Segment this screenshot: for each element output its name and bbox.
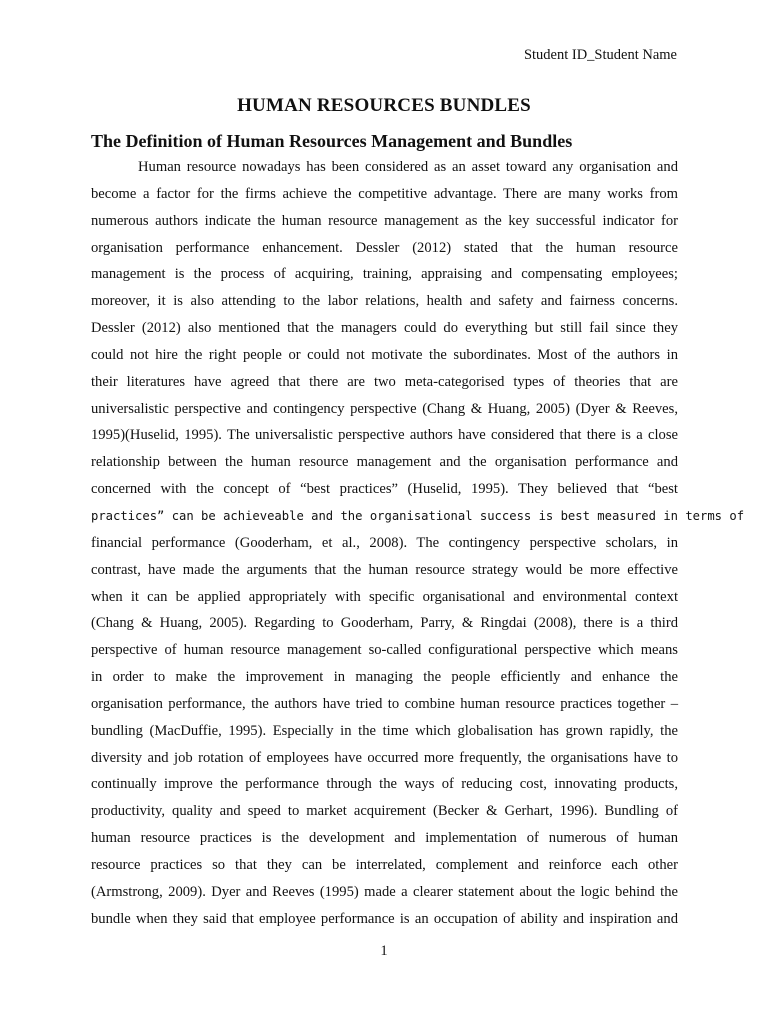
paragraph-line: resource practices so that they can be interrelated, complement and reinforce each other	[91, 856, 678, 873]
paragraph-line: organisation performance, the authors have tried to combine human resource practices together –	[91, 695, 678, 712]
paragraph-line: continually improve the performance through the ways of reducing cost, innovating products,	[91, 776, 678, 793]
paragraph-line: contrast, have made the arguments that the human resource strategy would be more effective	[91, 561, 678, 578]
paragraph-line: concerned with the concept of “best practices” (Huselid, 1995). They believed that “best	[91, 481, 678, 498]
paragraph-line: bundling (MacDuffie, 1995). Especially in the time which globalisation has grown rapidly, the	[91, 722, 678, 739]
document-title: HUMAN RESOURCES BUNDLES	[237, 95, 531, 116]
paragraph-line: practices” can be achieveable and the organisational success is best measured in terms of	[91, 508, 745, 523]
paragraph-line: management is the process of acquiring, training, appraising and compensating employees;	[91, 266, 678, 283]
paragraph-line: in order to make the improvement in managing the people efficiently and enhance the	[91, 669, 678, 686]
paragraph-line: Dessler (2012) also mentioned that the managers could do everything but still fail since they	[91, 320, 678, 337]
paragraph-line: human resource practices is the development and implementation of numerous of human	[91, 830, 678, 847]
paragraph-line: financial performance (Gooderham, et al., 2008). The contingency perspective scholars, in	[91, 534, 678, 551]
paragraph-line: become a factor for the firms achieve the competitive advantage. There are many works from	[91, 185, 678, 202]
running-header: Student ID_Student Name	[523, 47, 677, 63]
paragraph-line: productivity, quality and speed to market acquirement (Becker & Gerhart, 1996). Bundling of	[91, 803, 678, 820]
paragraph-line: their literatures have agreed that there are two meta-categorised types of theories that are	[91, 373, 678, 390]
paragraph-line: (Chang & Huang, 2005). Regarding to Gooderham, Parry, & Ringdai (2008), there is a third	[91, 615, 678, 632]
paragraph-line: numerous authors indicate the human resource management as the key successful indicator for	[91, 212, 678, 229]
paragraph-line: could not hire the right people or could not motivate the subordinates. Most of the authors in	[91, 346, 678, 363]
paragraph-line: perspective of human resource management so-called configurational perspective which means	[91, 642, 678, 659]
body-paragraph	[91, 154, 745, 932]
paragraph-line: (Armstrong, 2009). Dyer and Reeves (1995) made a clearer statement about the logic behind the	[91, 883, 678, 900]
paragraph-line: 1995)(Huselid, 1995). The universalistic perspective authors have considered that there is a close	[91, 427, 678, 444]
section-heading: The Definition of Human Resources Management and Bundles	[91, 131, 573, 151]
paragraph-line: universalistic perspective and contingency perspective (Chang & Huang, 2005) (Dyer & Reeves,	[91, 400, 678, 417]
paragraph-line: organisation performance enhancement. Dessler (2012) stated that the human resource	[91, 239, 678, 256]
paragraph-line: moreover, it is also attending to the labor relations, health and safety and fairness concerns.	[91, 293, 678, 310]
paragraph-line: Human resource nowadays has been considered as an asset toward any organisation and	[138, 159, 678, 175]
paragraph-line: when it can be applied appropriately with specific organisational and environmental context	[91, 588, 678, 605]
paragraph-line: bundle when they said that employee performance is an occupation of ability and inspiration and	[91, 910, 678, 927]
page-number: 1	[380, 943, 388, 959]
paragraph-line: relationship between the human resource management and the organisation performance and	[91, 454, 678, 471]
paragraph-line: diversity and job rotation of employees have occurred more frequently, the organisations have to	[91, 749, 678, 766]
